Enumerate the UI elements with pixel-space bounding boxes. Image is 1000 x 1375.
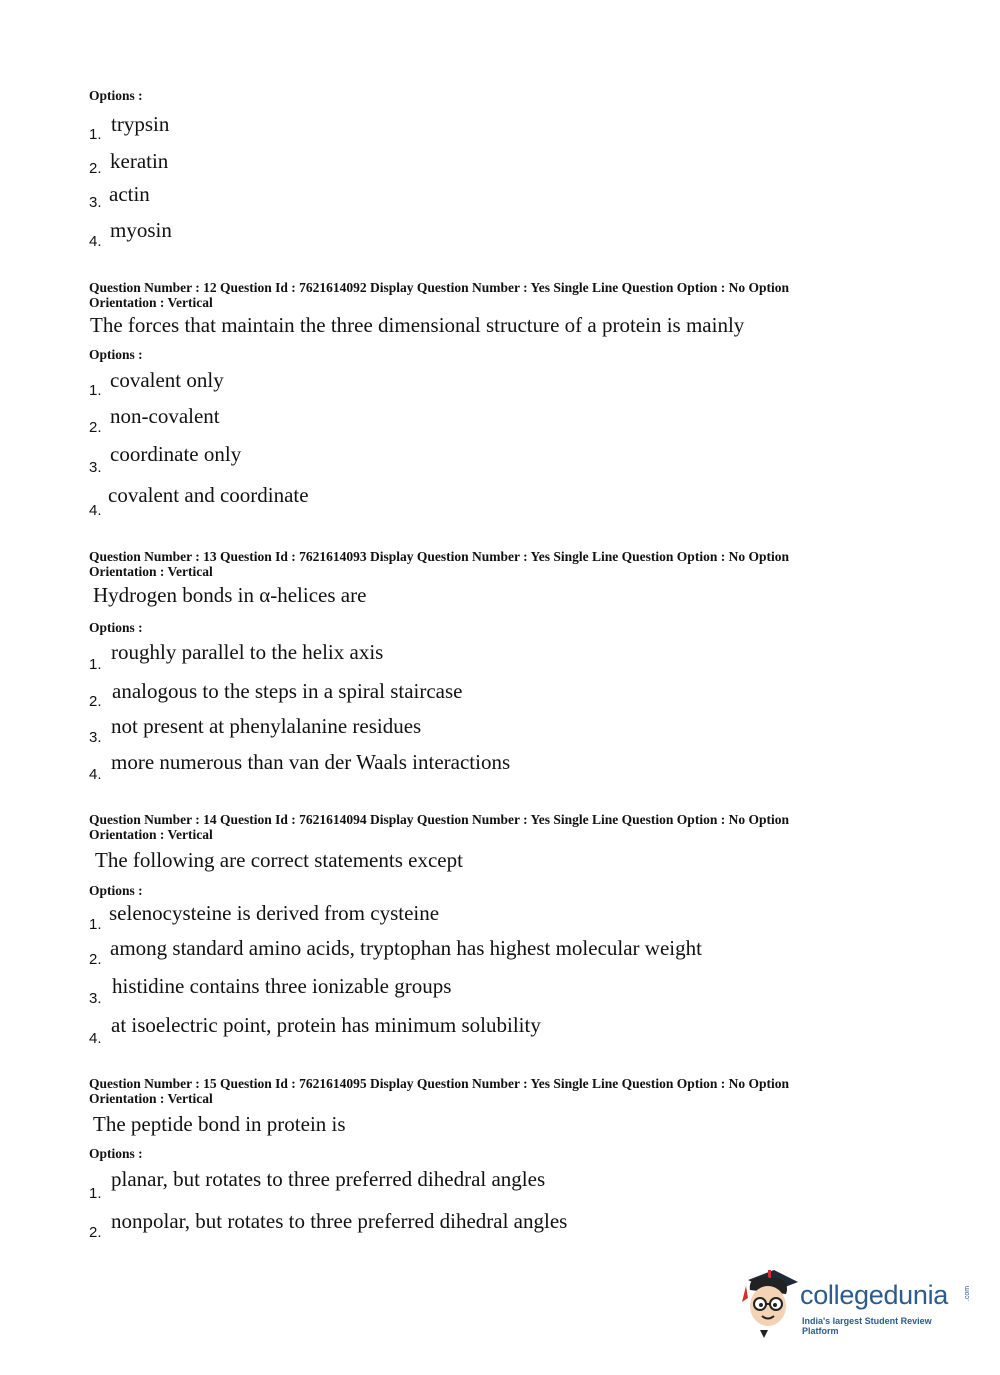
question-meta-line: Orientation : Vertical: [89, 294, 213, 310]
option-text: nonpolar, but rotates to three preferred dihedral angles: [111, 1209, 568, 1233]
option-text: myosin: [110, 218, 172, 242]
question-text: Hydrogen bonds in α-helices are: [93, 583, 367, 607]
option-number: 3.: [89, 990, 102, 1007]
options-label: Options :: [89, 1146, 143, 1161]
question-meta: [89, 281, 869, 310]
option-number: 1.: [89, 382, 102, 399]
option-text: keratin: [110, 149, 169, 173]
option-number: 4.: [89, 766, 102, 783]
option-text: more numerous than van der Waals interactions: [111, 750, 511, 774]
option-number: 3.: [89, 194, 102, 211]
option-number: 2.: [89, 160, 102, 177]
question-meta-line: Question Number : 14 Question Id : 7621614094 Display Question Number : Yes Single Line Question Option : No Option: [89, 812, 789, 827]
option-number: 4.: [89, 1030, 102, 1047]
option-number: 1.: [89, 656, 102, 673]
logo-wordmark: collegedunia: [800, 1280, 949, 1310]
question-text: The peptide bond in protein is: [93, 1112, 346, 1136]
option-text: coordinate only: [110, 442, 242, 466]
option-text: histidine contains three ionizable groups: [112, 974, 452, 998]
question-meta: [89, 550, 869, 579]
option-text: trypsin: [111, 112, 170, 136]
question-meta-line: Orientation : Vertical: [89, 826, 213, 842]
option-text: covalent and coordinate: [108, 483, 309, 507]
question-meta-line: Question Number : 12 Question Id : 7621614092 Display Question Number : Yes Single Line Question Option : No Option: [89, 280, 789, 295]
option-text: planar, but rotates to three preferred dihedral angles: [111, 1167, 546, 1191]
question-meta-line: Orientation : Vertical: [89, 563, 213, 579]
option-text: non-covalent: [110, 404, 220, 428]
option-number: 2.: [89, 951, 102, 968]
option-number: 3.: [89, 729, 102, 746]
option-number: 2.: [89, 419, 102, 436]
question-meta: [89, 1077, 869, 1106]
question-meta-line: Orientation : Vertical: [89, 1090, 213, 1106]
option-number: 3.: [89, 459, 102, 476]
option-number: 1.: [89, 1185, 102, 1202]
question-meta: [89, 813, 869, 842]
question-meta-line: Question Number : 15 Question Id : 7621614095 Display Question Number : Yes Single Line Question Option : No Option: [89, 1076, 789, 1091]
options-label: Options :: [89, 620, 143, 635]
option-text: roughly parallel to the helix axis: [111, 640, 384, 664]
option-number: 1.: [89, 916, 102, 933]
option-text: analogous to the steps in a spiral staircase: [112, 679, 463, 703]
option-text: selenocysteine is derived from cysteine: [109, 901, 440, 925]
collegedunia-logo[interactable]: [740, 1268, 970, 1340]
options-label: Options :: [89, 883, 143, 898]
option-text: not present at phenylalanine residues: [111, 714, 422, 738]
question-text: The following are correct statements except: [95, 848, 463, 872]
logo-suffix: .com: [964, 1285, 972, 1302]
option-number: 2.: [89, 1224, 102, 1241]
option-number: 1.: [89, 126, 102, 143]
option-text: covalent only: [110, 368, 224, 392]
option-text: actin: [109, 182, 150, 206]
logo-tagline: India's largest Student Review Platform: [802, 1316, 932, 1336]
options-label: Options :: [89, 347, 143, 362]
option-number: 4.: [89, 502, 102, 519]
options-label: Options :: [89, 88, 143, 103]
mascot-icon: [740, 1268, 802, 1340]
option-text: at isoelectric point, protein has minimum solubility: [111, 1013, 541, 1037]
question-text: The forces that maintain the three dimensional structure of a protein is mainly: [90, 313, 745, 337]
option-number: 4.: [89, 233, 102, 250]
option-text: among standard amino acids, tryptophan has highest molecular weight: [110, 936, 702, 960]
question-meta-line: Question Number : 13 Question Id : 7621614093 Display Question Number : Yes Single Line Question Option : No Option: [89, 549, 789, 564]
option-number: 2.: [89, 693, 102, 710]
